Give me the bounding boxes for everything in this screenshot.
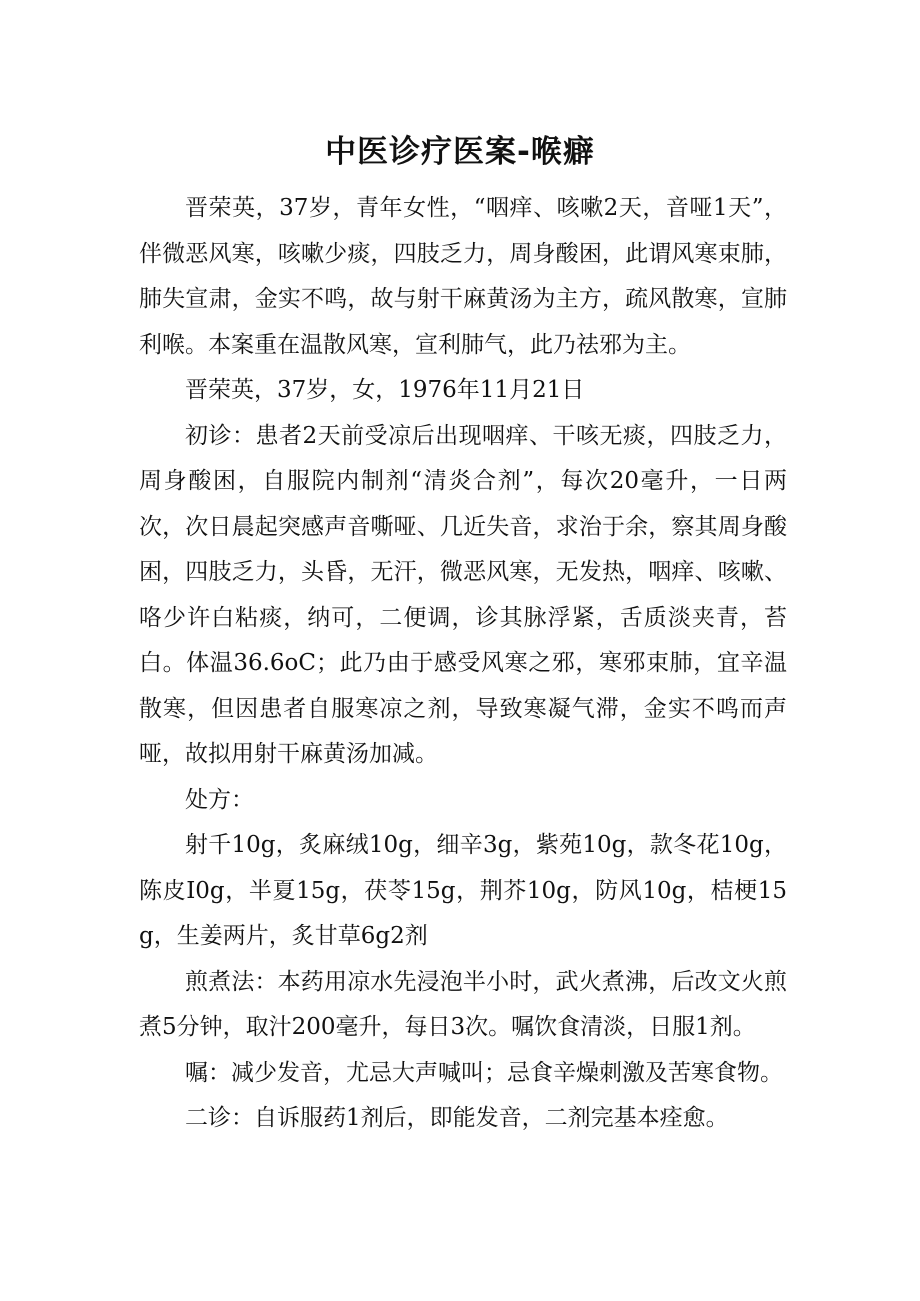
paragraph-summary: 晋荣英，37岁，青年女性，“咽痒、咳嗽2天，音哑1天”，伴微恶风寒，咳嗽少痰，四肢乏力，周身酸困，此谓风寒束肺，肺失宣肃，金实不鸣，故与射干麻黄汤为主方，疏风散寒，宣肺利喉。本案重在温散风寒，宣利肺气，此乃祛邪为主。	[139, 195, 787, 358]
paragraph-first-visit: 初诊：患者2天前受凉后出现咽痒、干咳无痰，四肢乏力，周身酸困，自服院内制剂“清炎合剂”，每次20毫升，一日两次，次日晨起突感声音嘶哑、几近失音，求治于余，察其周身酸困，四肢乏力，头昏，无汗，微恶风寒，无发热，咽痒、咳嗽、咯少许白粘痰，纳可，二便调，诊其脉浮紧，舌质淡夹青，苔白。体温36.6oC；此乃由于感受风寒之邪，寒邪束肺，宜辛温散寒，但因患者自服寒凉之剂，导致寒凝气滞，金实不鸣而声哑，故拟用射干麻黄汤加减。	[139, 422, 787, 767]
paragraph-decoction-method: 煎煮法：本药用凉水先浸泡半小时，武火煮沸，后改文火煎煮5分钟，取汁200毫升，每日3次。嘱饮食清淡，日服1剂。	[139, 968, 787, 1040]
paragraph-patient-info: 晋荣英，37岁，女，1976年11月21日	[185, 377, 585, 403]
paragraph-prescription: 射千10g，炙麻绒10g，细辛3g，紫苑10g，款冬花10g，陈皮I0g，半夏15g，茯苓15g，荆芥10g，防风10g，桔梗15g，生姜两片，炙甘草6g2剂	[139, 832, 787, 949]
paragraph-second-visit: 二诊：自诉服药1剂后，即能发音，二剂完基本痊愈。	[185, 1105, 729, 1131]
document-title: 中医诊疗医案-喉癖	[325, 134, 595, 170]
paragraph-prescription-heading: 处方：	[185, 786, 254, 813]
paragraph-advice: 嘱：减少发音，尤忌大声喊叫；忌食辛燥刺激及苦寒食物。	[185, 1059, 783, 1086]
document-body	[139, 186, 787, 1142]
